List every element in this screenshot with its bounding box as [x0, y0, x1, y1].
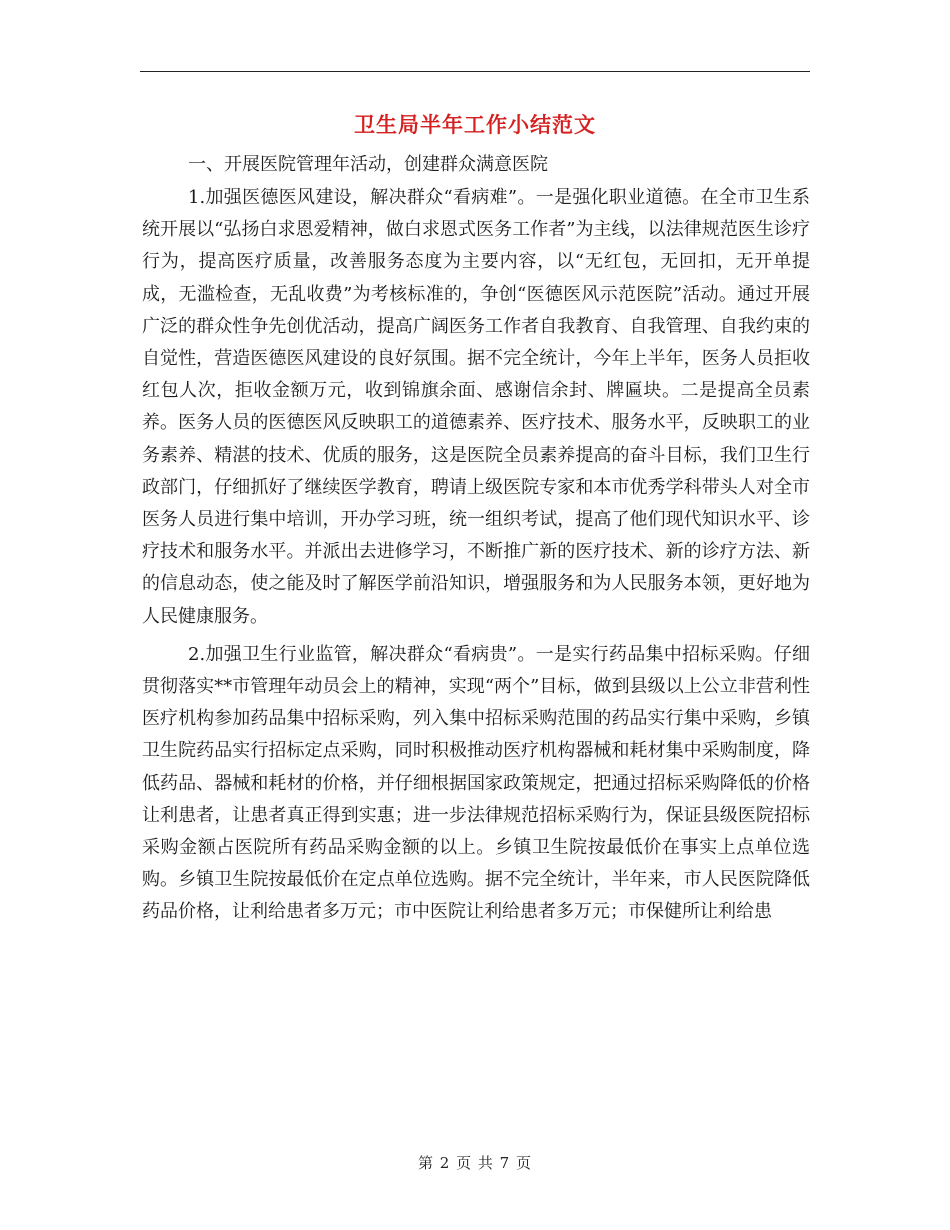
paragraph-1: 1.加强医德医风建设，解决群众“看病难”。一是强化职业道德。在全市卫生系统开展以“弘扬白求恩爱精神，做白求恩式医务工作者”为主线，以法律规范医生诊疗行为，提高医疗质量，改善服务态度为主要内容，以“无红包，无回扣，无开单提成，无滥检查，无乱收费”为考核标准的，争创“医德医风示范医院”活动。通过开展广泛的群众性争先创优活动，提高广阔医务工作者自我教育、自我管理、自我约束的自觉性，营造医德医风建设的良好氛围。据不完全统计，今年上半年，医务人员拒收红包人次，拒收金额万元，收到锦旗余面、感谢信余封、牌匾块。二是提高全员素养。医务人员的医德医风反映职工的道德素养、医疗技术、服务水平，反映职工的业务素养、精湛的技术、优质的服务，这是医院全员素养提高的奋斗目标，我们卫生行政部门，仔细抓好了继续医学教育，聘请上级医院专家和本市优秀学科带头人对全市医务人员进行集中培训，开办学习班，统一组织考试，提高了他们现代知识水平、诊疗技术和服务水平。并派出去进修学习，不断推广新的医疗技术、新的诊疗方法、新的信息动态，使之能及时了解医学前沿知识，增强服务和为人民服务本领，更好地为人民健康服务。 [142, 187, 810, 627]
document-body [142, 150, 810, 929]
paragraph-2: 2.加强卫生行业监管，解决群众“看病贵”。一是实行药品集中招标采购。仔细贯彻落实**市管理年动员会上的精神，实现“两个”目标，做到县级以上公立非营利性医疗机构参加药品集中招标采购，列入集中招标采购范围的药品实行集中采购，乡镇卫生院药品实行招标定点采购，同时积极推动医疗机构器械和耗材集中采购制度，降低药品、器械和耗材的价格，并仔细根据国家政策规定，把通过招标采购降低的价格让利患者，让患者真正得到实惠；进一步法律规范招标采购行为，保证县级医院招标采购金额占医院所有药品采购金额的以上。乡镇卫生院按最低价在事实上点单位选购。乡镇卫生院按最低价在定点单位选购。据不完全统计，半年来，市人民医院降低药品价格，让利给患者多万元；市中医院让利给患者多万元；市保健所让利给患 [142, 643, 810, 923]
document-title: 卫生局半年工作小结范文 [354, 113, 596, 137]
section-heading: 一、开展医院管理年活动，创建群众满意医院 [188, 154, 548, 175]
header-rule [140, 71, 810, 72]
page-number-footer: 第 2 页 共 7 页 [418, 1154, 532, 1172]
